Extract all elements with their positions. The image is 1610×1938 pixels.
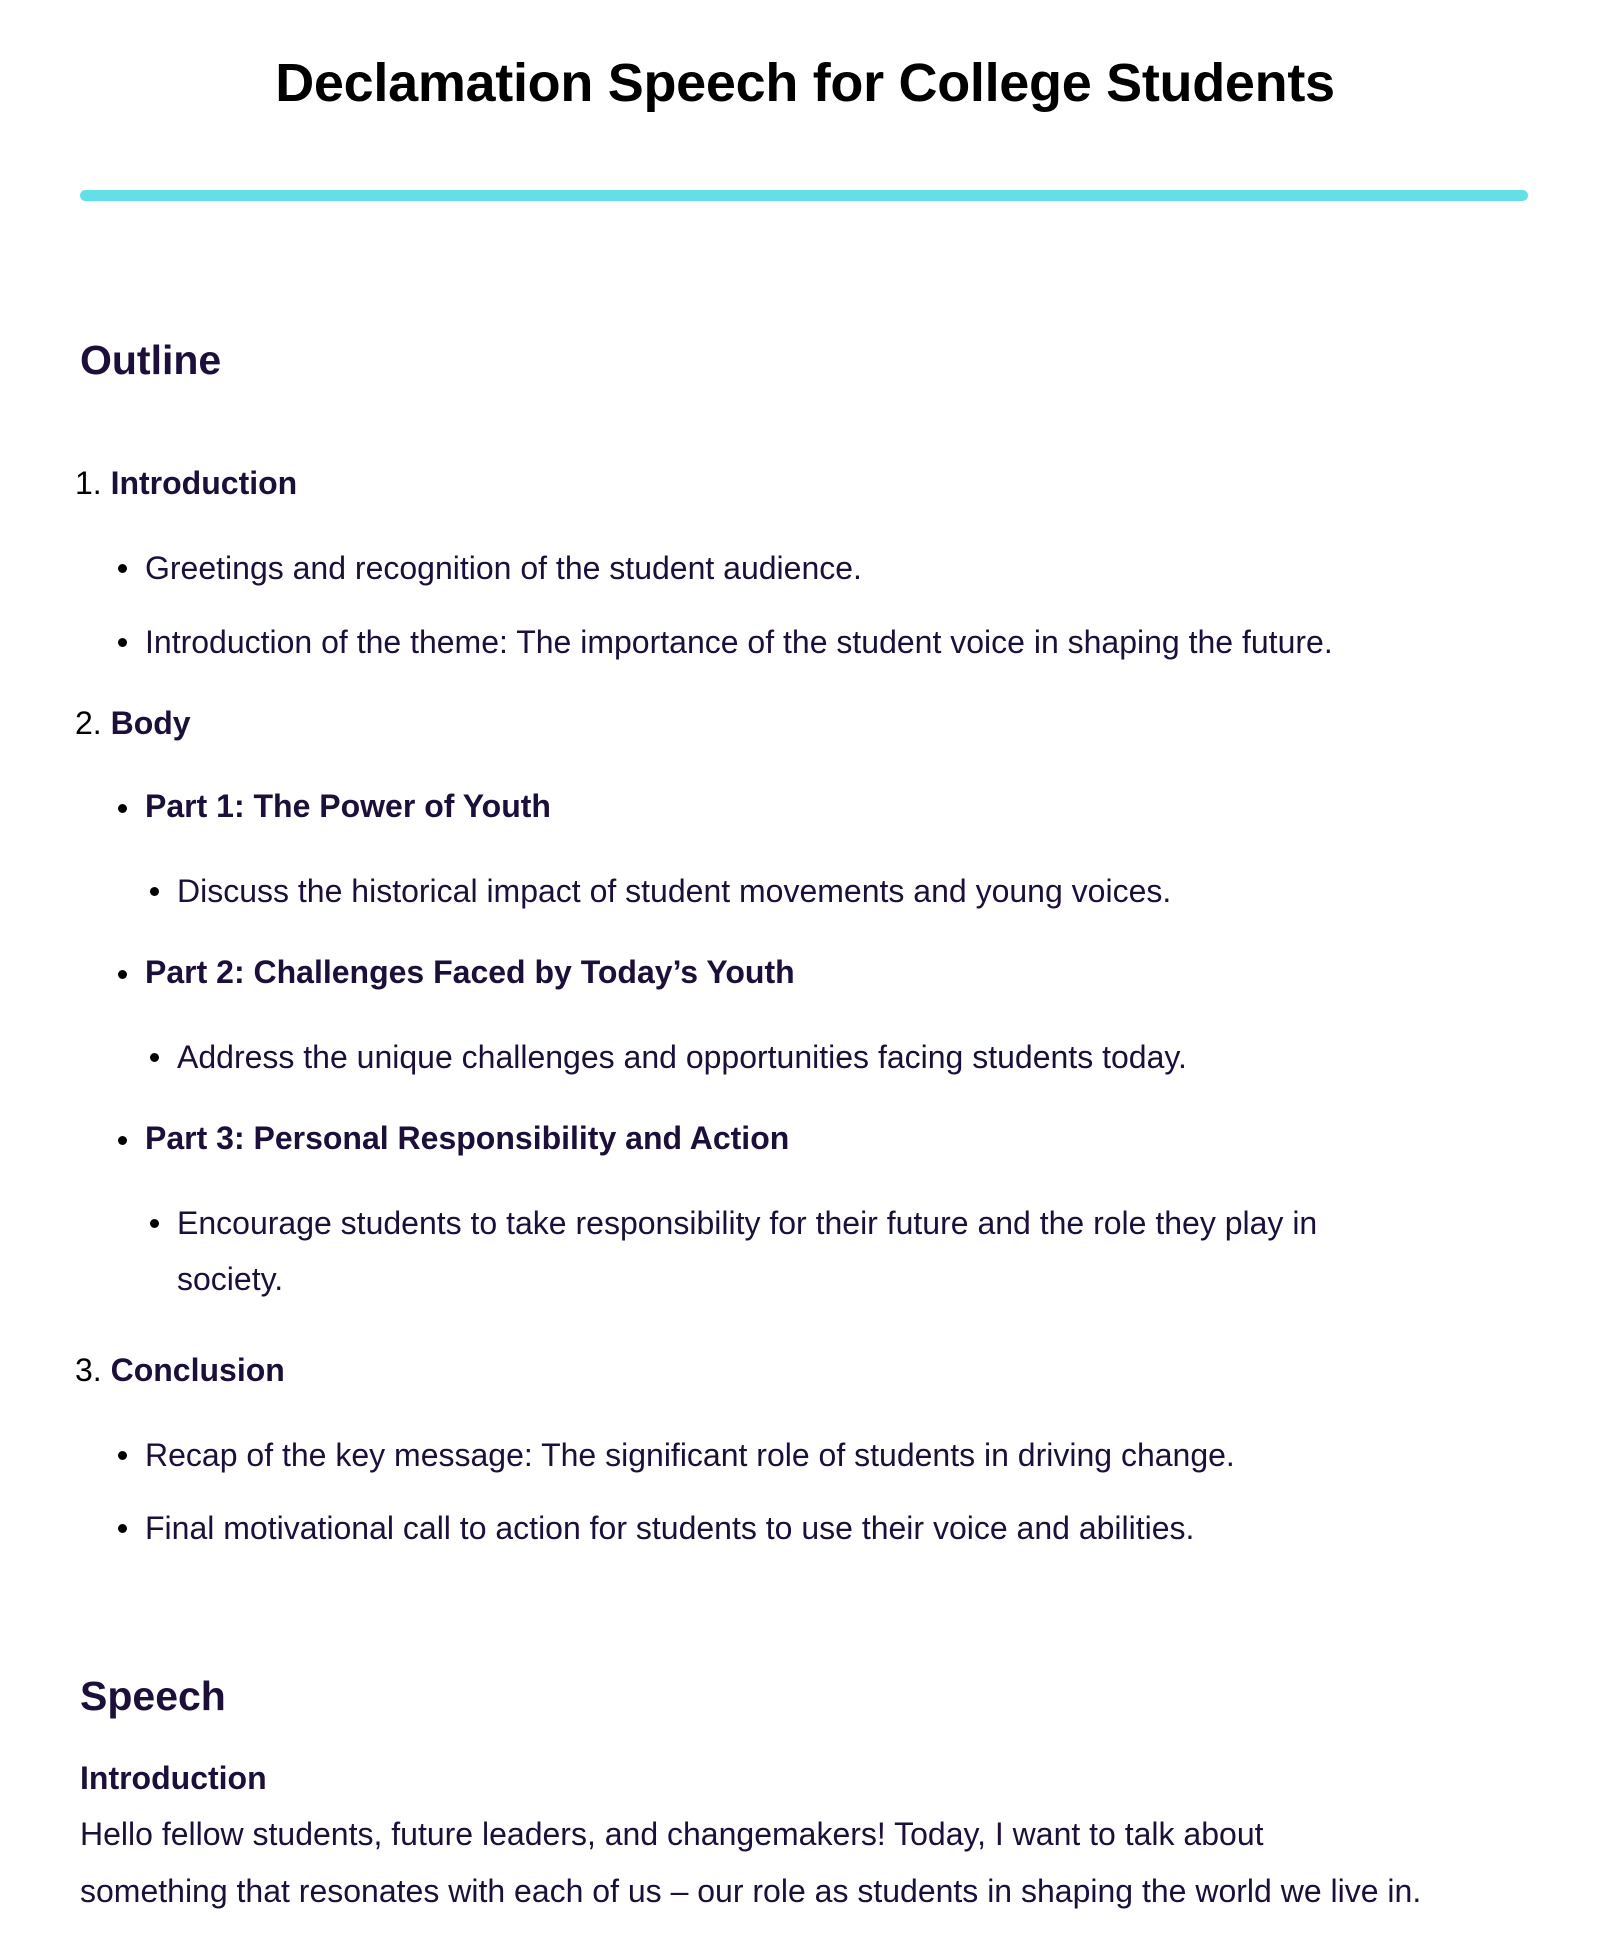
bullet-icon [118,804,127,813]
speech-heading: Speech [80,1673,226,1719]
list-item: Recap of the key message: The significant role of students in driving change. [145,1437,1235,1473]
speech-introduction-heading: Introduction [80,1760,267,1796]
list-item: Final motivational call to action for students to use their voice and abilities. [145,1510,1195,1546]
bullet-icon [118,564,127,573]
bullet-icon [118,1451,127,1460]
speech-paragraph-line: Hello fellow students, future leaders, and changemakers! Today, I want to talk about [80,1816,1264,1852]
list-item-continuation: society. [177,1261,284,1297]
document-title: Declamation Speech for College Students [275,53,1335,113]
bullet-icon [118,970,127,979]
section-number: 1. [75,465,102,501]
title-divider [80,190,1528,201]
outline-section-introduction [75,467,297,499]
section-title: Body [110,705,191,741]
bullet-icon [150,1219,159,1228]
speech-paragraph-line: something that resonates with each of us – our role as students in shaping the world we live in. [80,1873,1422,1909]
section-number: 3. [75,1352,102,1388]
body-part-title: Part 3: Personal Responsibility and Action [145,1120,790,1156]
list-item: Introduction of the theme: The importance of the student voice in shaping the future. [145,624,1333,660]
list-item: Encourage students to take responsibility for their future and the role they play in [177,1205,1318,1241]
list-item: Address the unique challenges and opportunities facing students today. [177,1039,1187,1075]
outline-section-body [75,707,191,739]
list-item: Greetings and recognition of the student audience. [145,550,862,586]
section-title: Introduction [110,465,298,501]
bullet-icon [118,638,127,647]
bullet-icon [118,1136,127,1145]
outline-section-conclusion [75,1354,285,1386]
outline-heading: Outline [80,337,222,383]
list-item: Discuss the historical impact of student movements and young voices. [177,873,1172,909]
body-part-title: Part 1: The Power of Youth [145,788,551,824]
section-title: Conclusion [110,1352,285,1388]
body-part-title: Part 2: Challenges Faced by Today’s Youth [145,954,795,990]
bullet-icon [150,1053,159,1062]
bullet-icon [118,1524,127,1533]
section-number: 2. [75,705,102,741]
bullet-icon [150,887,159,896]
